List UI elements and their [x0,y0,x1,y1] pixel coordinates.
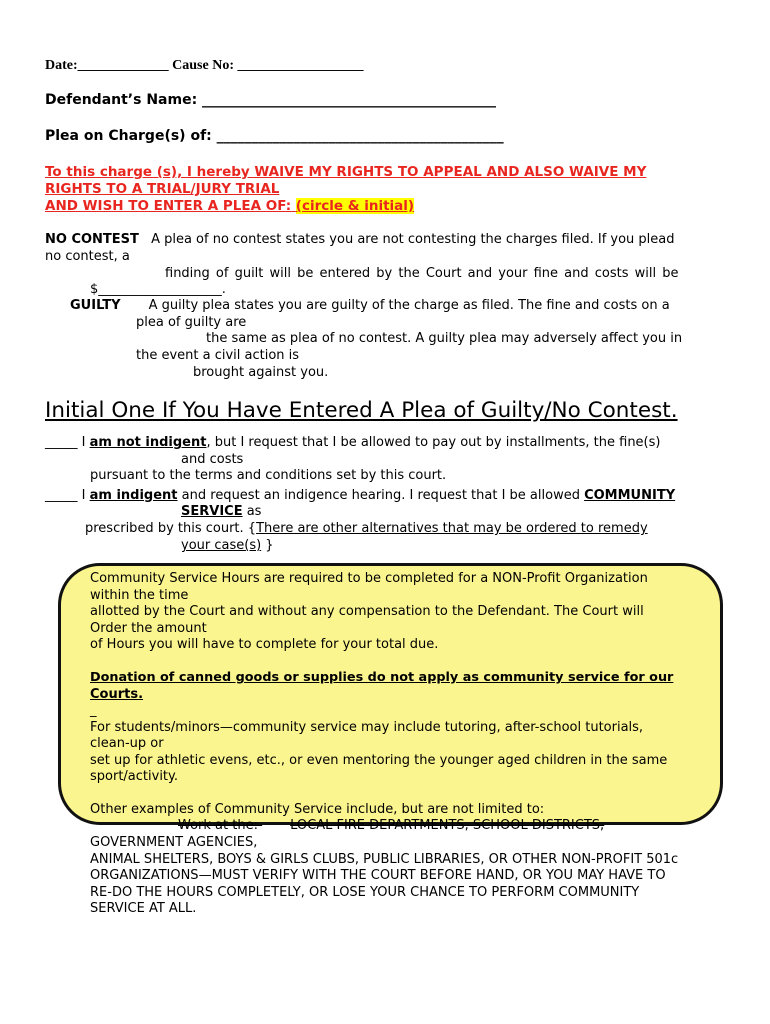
callout-p4-l2 [178,818,604,834]
alternatives-note: There are other alternatives that may be ordered to remedy [256,521,648,536]
option2-line-3 [85,521,648,537]
option1-pre: I [77,435,90,450]
option2-line-2 [181,504,261,520]
option2-rest: and request an indigence hearing. I request that I be allowed [177,488,585,503]
option-not-indigent [45,435,660,451]
guilty-desc-1: A guilty plea states you are guilty of the charge as filed. The fine and costs on a [148,298,670,313]
callout-p1-l3: allotted by the Court and without any compensation to the Defendant. The Court will [90,604,644,619]
date-blank[interactable]: _____________ [77,58,169,73]
defendant-name-blank[interactable]: __________________________________________ [202,92,497,108]
initial-heading: Initial One If You Have Entered A Plea of Guilty/No Contest. [45,398,678,423]
guilty-line-5: brought against you. [193,365,329,380]
callout-p1-l1: Community Service Hours are required to be completed for a NON-Profit Organization [90,571,648,586]
overflow-l4: RE-DO THE HOURS COMPLETELY, OR LOSE YOUR CHANCE TO PERFORM COMMUNITY [90,885,640,900]
callout-p3-l4: sport/activity. [90,769,178,784]
plea-charge-blank[interactable]: _________________________________________ [216,128,504,144]
guilty-line-3: the same as plea of no contest. A guilty plea may adversely affect you in [206,331,683,346]
guilty-line-4: the event a civil action is [136,348,300,363]
callout-p3-l3: set up for athletic evens, etc., or even mentoring the younger aged children in the same [90,753,668,768]
overflow-l1: GOVERNMENT AGENCIES, [90,835,258,850]
no-contest-line-1 [45,232,675,248]
overflow-l2: ANIMAL SHELTERS, BOYS & GIRLS CLUBS, PUBLIC LIBRARIES, OR OTHER NON-PROFIT 501c [90,852,679,867]
waiver-line-1: To this charge (s), I hereby WAIVE MY RIGHTS TO APPEAL AND ALSO WAIVE MY [45,164,647,180]
cause-blank[interactable]: __________________ [237,58,364,73]
callout-p2-l3: _ [90,703,97,718]
guilty-line-1 [70,298,670,314]
option2-line2-rest: as [242,504,262,519]
no-contest-label[interactable]: NO CONTEST [45,232,139,247]
option2-line4-rest: } [261,538,274,553]
option1-line-3: pursuant to the terms and conditions set by this court. [90,468,447,483]
not-indigent-initial-blank[interactable]: _____ [45,435,78,450]
callout-p2-l2: Courts. [90,687,144,702]
no-contest-desc-1: A plea of no contest states you are not contesting the charges filed. If you plead [151,232,675,247]
fine-amount-blank[interactable]: $___________________. [90,282,226,297]
waiver-line-3 [45,198,414,214]
option2-pre: I [77,488,90,503]
guilty-line-2: plea of guilty are [136,315,247,330]
work-at-list: LOCAL FIRE DEPARTMENTS, SCHOOL DISTRICTS, [290,818,605,833]
callout-p3-l2: clean-up or [90,736,164,751]
no-contest-line-3: finding of guilt will be entered by the Court and your fine and costs will be [165,266,679,281]
cause-label: Cause No: [172,58,234,73]
callout-p1-l4: Order the amount [90,621,207,636]
not-indigent-emph: am not indigent [89,435,207,450]
option1-line-2: and costs [181,452,244,467]
option1-rest: , but I request that I be allowed to pay out by installments, the fine(s) [206,435,661,450]
your-cases-note: your case(s) [181,538,262,553]
indigent-initial-blank[interactable]: _____ [45,488,78,503]
callout-p1-l2: within the time [90,588,189,603]
circle-initial-note: (circle & initial) [295,198,415,214]
option-indigent [45,488,675,504]
defendant-label: Defendant’s Name: [45,92,198,108]
indigent-emph: am indigent [89,488,178,503]
date-label: Date: [45,58,78,73]
plea-charge-line [45,128,504,144]
overflow-l5: SERVICE AT ALL. [90,901,197,916]
waiver-line-3-text: AND WISH TO ENTER A PLEA OF: [45,198,292,214]
option2-line3-pre: prescribed by this court. { [85,521,257,536]
community-emph: COMMUNITY [584,488,676,503]
date-cause-line [45,58,364,74]
callout-p1-l5: of Hours you will have to complete for your total due. [90,637,439,652]
defendant-name-line [45,92,496,108]
plea-label: Plea on Charge(s) of: [45,128,212,144]
waiver-line-2: RIGHTS TO A TRIAL/JURY TRIAL [45,181,280,197]
callout-p3-l1: For students/minors—community service may include tutoring, after-school tutorials, [90,720,644,735]
option2-line-4 [181,538,274,554]
guilty-label[interactable]: GUILTY [70,298,121,313]
callout-p4-l1: Other examples of Community Service include, but are not limited to: [90,802,545,817]
callout-p2-l1: Donation of canned goods or supplies do not apply as community service for our [90,670,674,685]
work-at-label: Work at the: [178,818,258,833]
no-contest-line-2: no contest, a [45,249,130,264]
service-emph: SERVICE [181,504,243,519]
overflow-l3: ORGANIZATIONS—MUST VERIFY WITH THE COURT BEFORE HAND, OR YOU MAY HAVE TO [90,868,666,883]
